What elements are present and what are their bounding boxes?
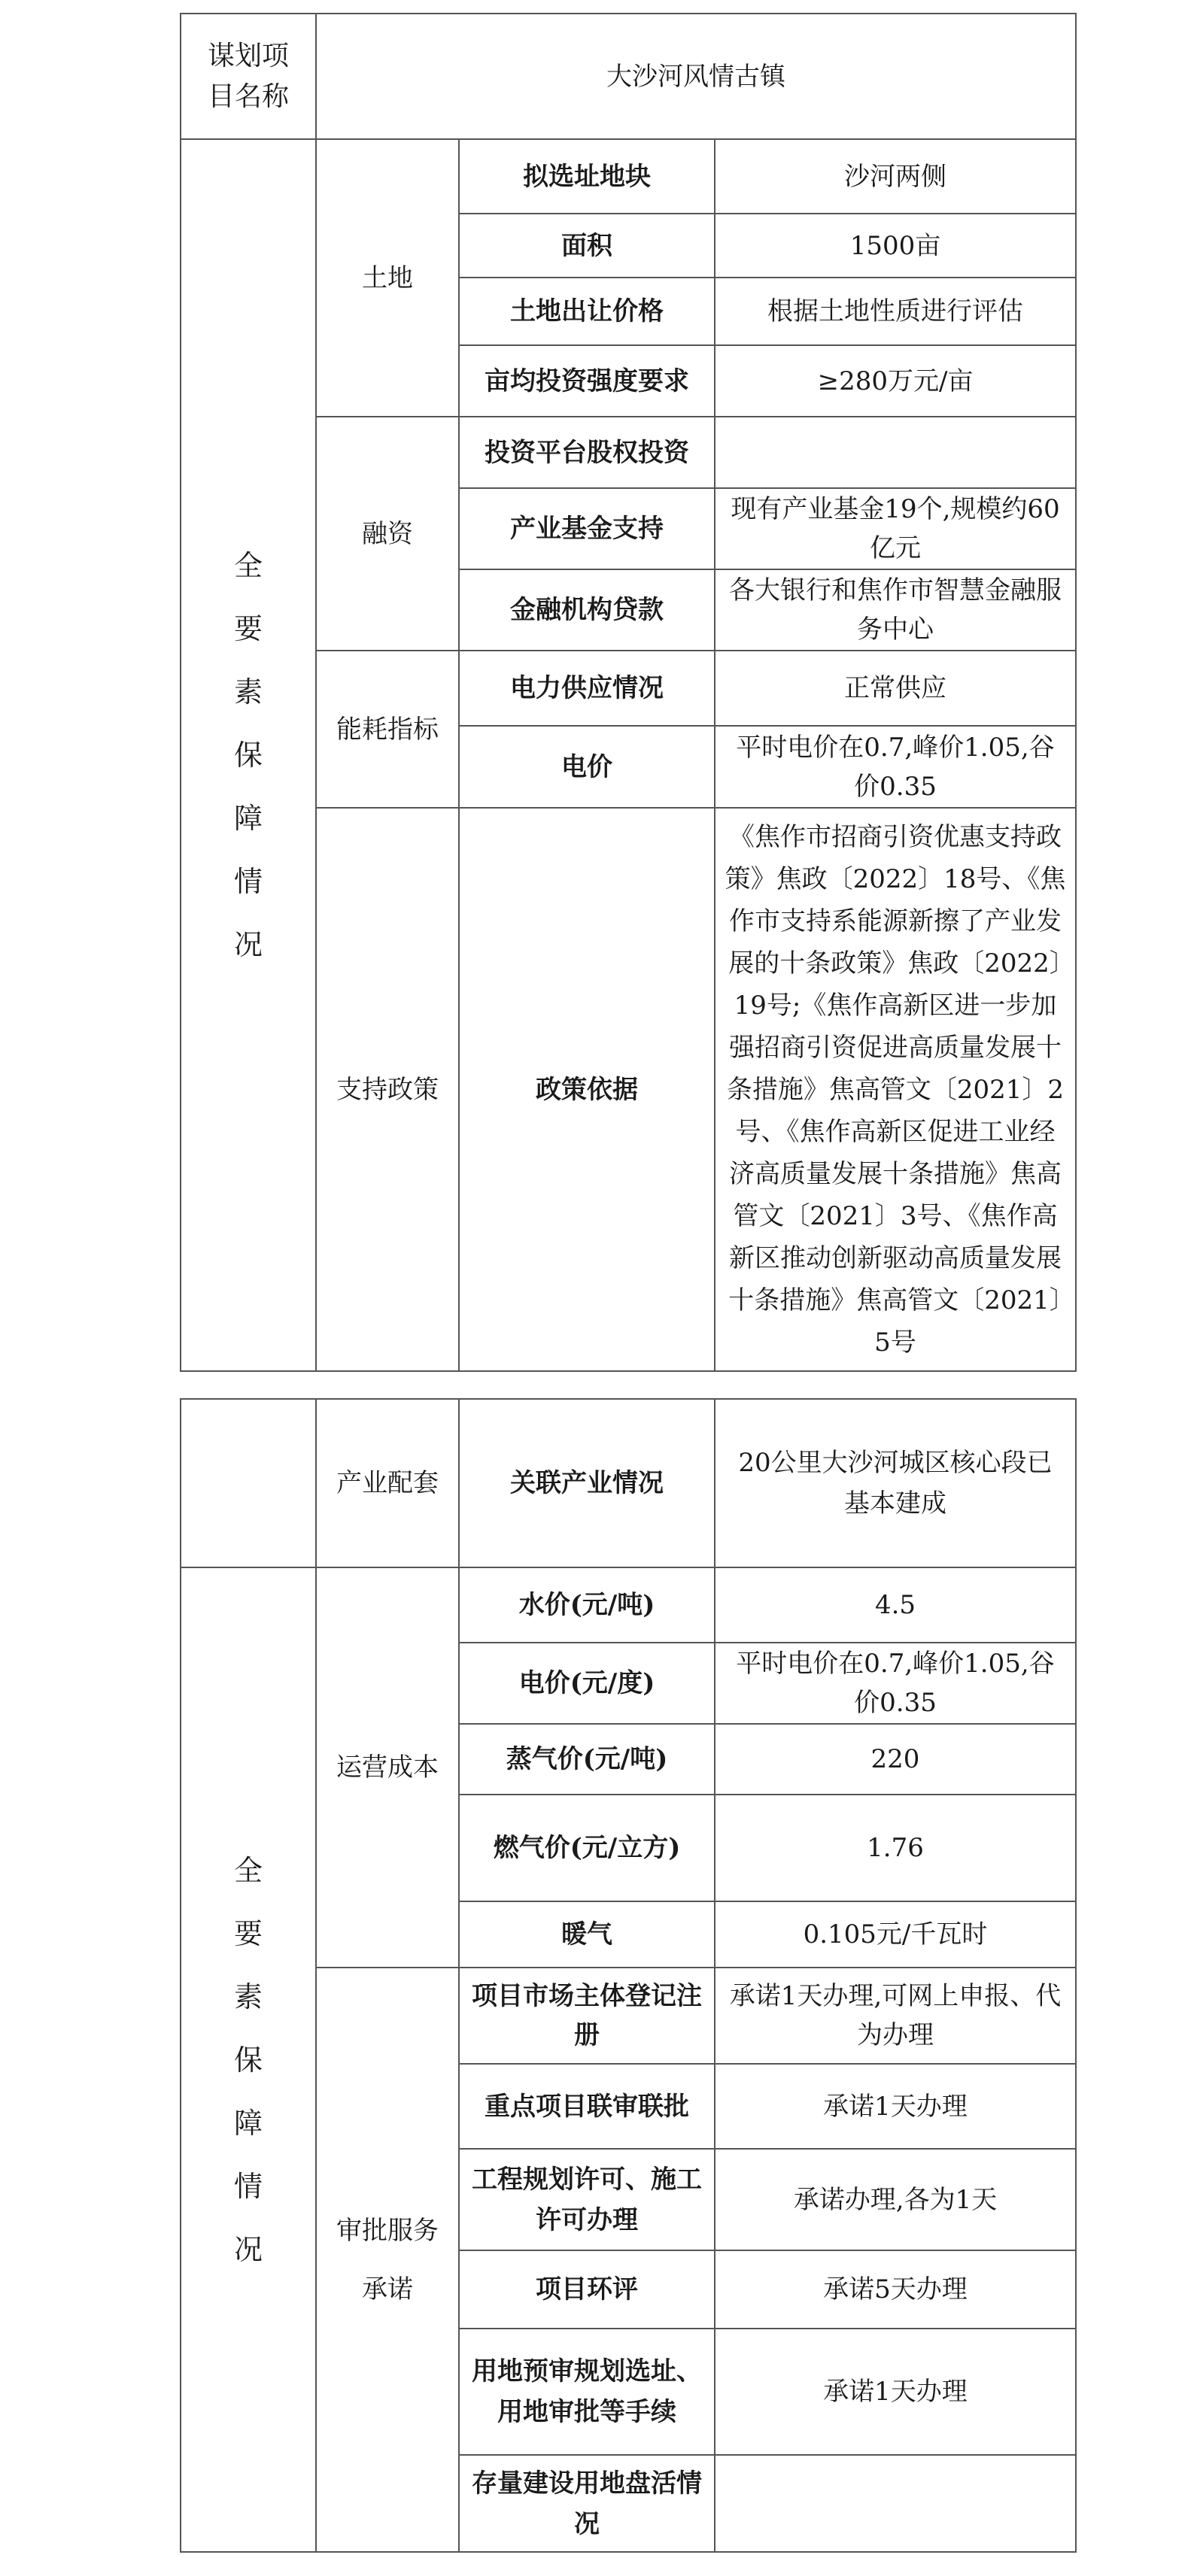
group-land-label: 土地 <box>316 139 459 417</box>
section-char: 全 <box>233 549 263 582</box>
row-item: 电价 <box>459 726 715 808</box>
row-value: 1.76 <box>715 1795 1076 1901</box>
blank-cell <box>181 1399 316 1567</box>
section-char: 障 <box>233 2106 263 2140</box>
section-char: 况 <box>233 2232 263 2266</box>
row-item: 工程规划许可、施工许可办理 <box>459 2149 715 2250</box>
row-item: 土地出让价格 <box>459 278 715 345</box>
policy-text: 《焦作市招商引资优惠支持政策》焦政〔2022〕18号、《焦作市支持系能源新擦了产业发展的十条政策》焦政〔2022〕19号;《焦作高新区进一步加强招商引资促进高质量发展十条措施》焦高管文〔2021〕2号、《焦作高新区促进工业经济高质量发展十条措施》焦高管文〔2021〕3号、《焦作高新区推动创新驱动高质量发展十条措施》焦高管文〔2021〕5号 <box>715 808 1076 1371</box>
row-item: 产业基金支持 <box>459 488 715 569</box>
row-item: 金融机构贷款 <box>459 569 715 651</box>
row-value: 沙河两侧 <box>715 139 1076 214</box>
row-item: 蒸气价(元/吨) <box>459 1724 715 1795</box>
project-name-label: 谋划项目名称 <box>181 14 316 139</box>
row-value: 20公里大沙河城区核心段已基本建成 <box>715 1399 1076 1567</box>
section-label-1 <box>181 139 316 1371</box>
row-item: 投资平台股权投资 <box>459 417 715 488</box>
row-value: 平时电价在0.7,峰价1.05,谷价0.35 <box>715 1643 1076 1724</box>
row-value: 承诺5天办理 <box>715 2250 1076 2329</box>
section-char: 素 <box>233 1980 263 2013</box>
row-value: 平时电价在0.7,峰价1.05,谷价0.35 <box>715 726 1076 808</box>
group-operating-label: 运营成本 <box>316 1567 459 1968</box>
row-value: 承诺1天办理 <box>715 2064 1076 2149</box>
group-approval-label: 审批服务承诺 <box>316 1968 459 2552</box>
row-item: 电价(元/度) <box>459 1643 715 1724</box>
row-value: 承诺办理,各为1天 <box>715 2149 1076 2250</box>
row-item: 项目市场主体登记注册 <box>459 1968 715 2064</box>
row-item: 燃气价(元/立方) <box>459 1795 715 1901</box>
group-industry-label: 产业配套 <box>316 1399 459 1567</box>
row-item: 暖气 <box>459 1901 715 1968</box>
section-char: 况 <box>233 928 263 961</box>
section-char: 情 <box>233 2169 263 2203</box>
group-policy-label: 支持政策 <box>316 808 459 1371</box>
row-item: 电力供应情况 <box>459 651 715 726</box>
row-value: ≥280万元/亩 <box>715 345 1076 417</box>
row-item: 政策依据 <box>459 808 715 1371</box>
row-value: 根据土地性质进行评估 <box>715 278 1076 345</box>
row-item: 存量建设用地盘活情况 <box>459 2455 715 2552</box>
row-item: 水价(元/吨) <box>459 1567 715 1643</box>
row-value <box>715 2455 1076 2552</box>
row-item: 关联产业情况 <box>459 1399 715 1567</box>
row-value: 1500亩 <box>715 214 1076 278</box>
row-value: 承诺1天办理,可网上申报、代为办理 <box>715 1968 1076 2064</box>
row-value: 现有产业基金19个,规模约60亿元 <box>715 488 1076 569</box>
row-item: 用地预审规划选址、用地审批等手续 <box>459 2329 715 2455</box>
row-item: 拟选址地块 <box>459 139 715 214</box>
section-char: 素 <box>233 675 263 708</box>
row-item: 面积 <box>459 214 715 278</box>
group-energy-label: 能耗指标 <box>316 651 459 808</box>
row-value: 承诺1天办理 <box>715 2329 1076 2455</box>
row-item: 亩均投资强度要求 <box>459 345 715 417</box>
row-value <box>715 417 1076 488</box>
section-char: 情 <box>233 865 263 898</box>
section-char: 保 <box>233 2043 263 2077</box>
project-name-value: 大沙河风情古镇 <box>316 14 1076 139</box>
row-item: 项目环评 <box>459 2250 715 2329</box>
row-item: 重点项目联审联批 <box>459 2064 715 2149</box>
row-value: 220 <box>715 1724 1076 1795</box>
row-value: 4.5 <box>715 1567 1076 1643</box>
section-char: 要 <box>233 612 263 645</box>
table-1 <box>180 13 1077 1372</box>
row-value: 0.105元/千瓦时 <box>715 1901 1076 1968</box>
section-char: 全 <box>233 1853 263 1887</box>
section-label-2 <box>181 1567 316 2552</box>
section-char: 障 <box>233 802 263 835</box>
row-value: 各大银行和焦作市智慧金融服务中心 <box>715 569 1076 651</box>
row-value: 正常供应 <box>715 651 1076 726</box>
group-finance-label: 融资 <box>316 417 459 651</box>
table-2 <box>180 1398 1077 2553</box>
section-char: 要 <box>233 1916 263 1950</box>
section-char: 保 <box>233 739 263 772</box>
